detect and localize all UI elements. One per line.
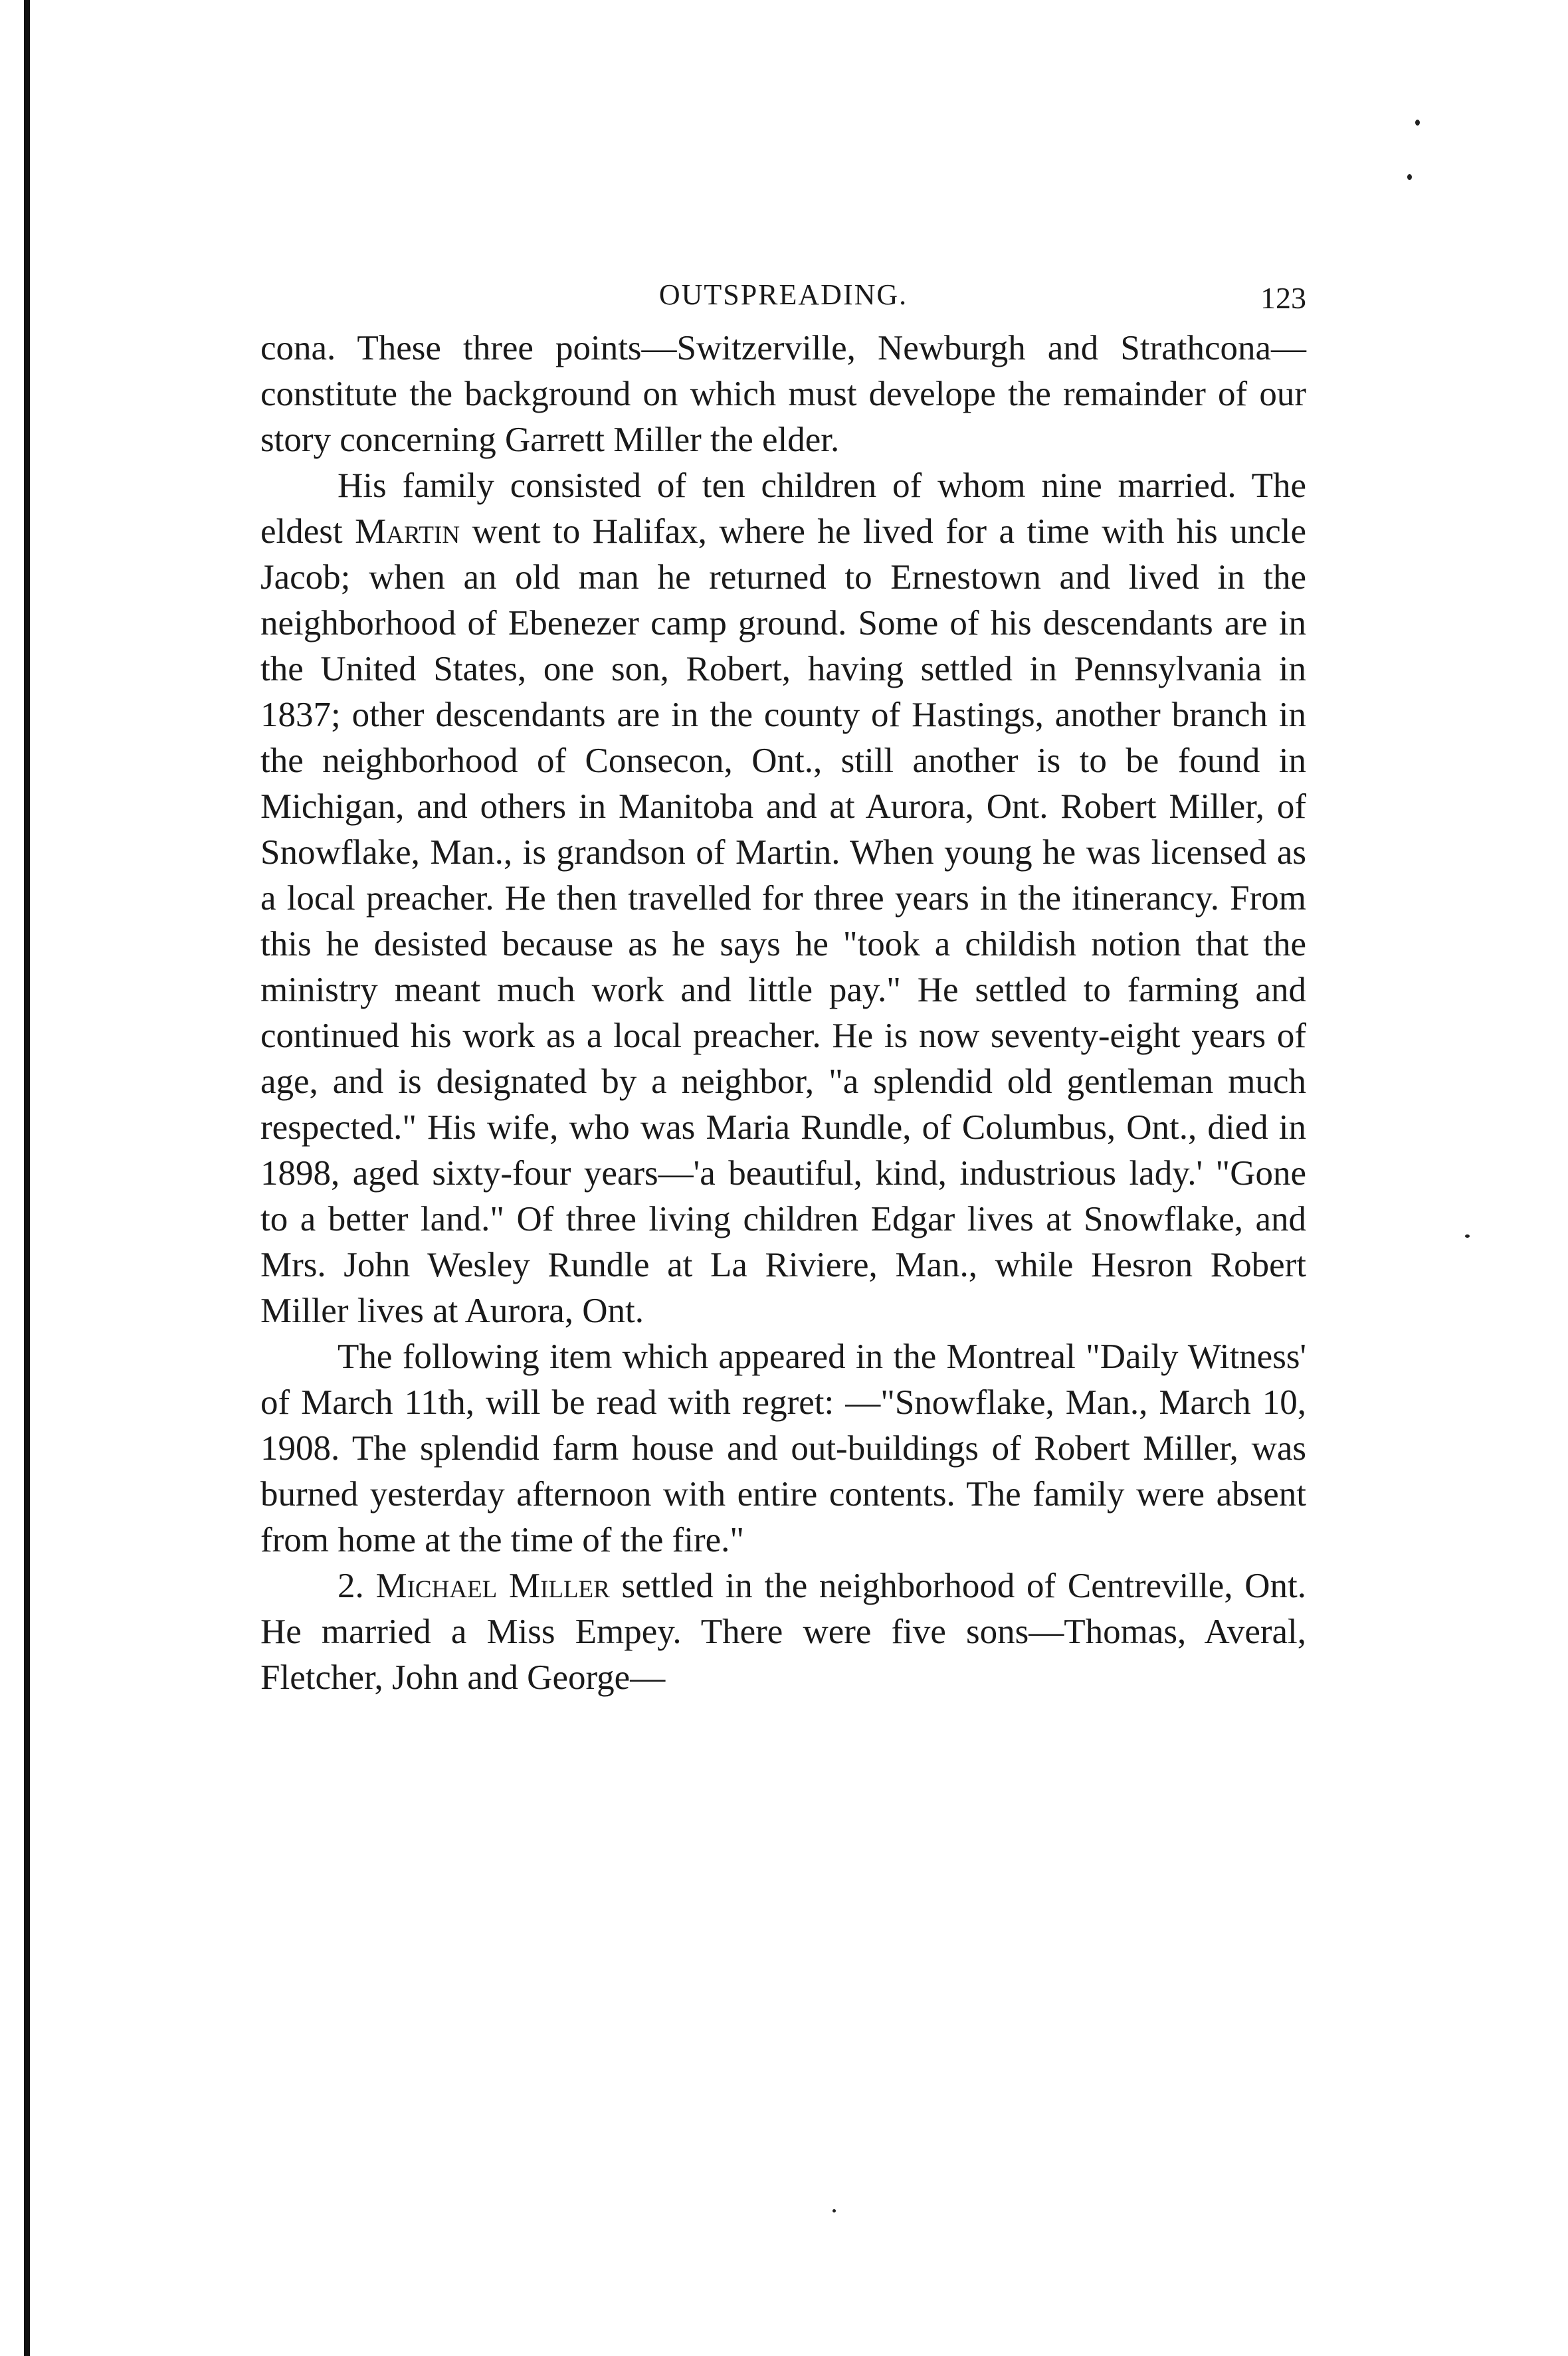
body-text (260, 326, 1306, 1701)
running-head (260, 272, 1306, 326)
paragraph (260, 326, 1306, 463)
paragraph-text: The following item which appeared in the Montreal "Daily Witness' of March 11th, will be read with regret: —"Snowflake, Man., March 10, 1908. The splendid farm house and out-buildings of Robert Miller, was burned yesterday afternoon with entire contents. The family were absent from home at the time of the fire." (260, 1337, 1306, 1559)
paragraph-text: cona. These three points—Switzerville, Newburgh and Strathcona—constitute the background on which must develope the remainder of our story concerning Garrett Miller the elder. (260, 329, 1306, 459)
list-number: 2. (338, 1567, 376, 1605)
scan-speck (1465, 1234, 1470, 1238)
page-binding-edge (24, 0, 30, 2356)
person-name: Michael Miller (375, 1567, 610, 1605)
paragraph-text: settled in the neighborhood of Centreville, Ont. He married a Miss Empey. There were five sons—Thomas, Averal, Fletcher, John and George— (260, 1567, 1307, 1697)
scan-speck (1415, 120, 1420, 126)
paragraph-text: went to Halifax, where he lived for a time with his uncle Jacob; when an old man he returned to Ernestown and lived in the neighborhood of Ebenezer camp ground. Some of his descendants are in the United States, one son, Robert, having settled in Pennsylvania in 1837; other descendants are in the county of Hastings, another branch in the neighborhood of Consecon, Ont., still another is to be found in Michigan, and others in Manitoba and at Aurora, Ont. Robert Miller, of Snowflake, Man., is grandson of Martin. When young he was licensed as a local preacher. He then travelled for three years in the itinerancy. From this he desisted because as he says he "took a childish notion that the ministry meant much work and little pay." He settled to farming and continued his work as a local preacher. He is now seventy-eight years of age, and is designated by a neighbor, "a splendid old gentleman much respected." His wife, who was Maria Rundle, of Columbus, Ont., died in 1898, aged sixty-four years—'a beautiful, kind, industrious lady.' "Gone to a better land." Of three living children Edgar lives at Snowflake, and Mrs. John Wesley Rundle at La Riviere, Man., while Hesron Robert Miller lives at Aurora, Ont. (260, 512, 1307, 1330)
scan-speck (833, 2209, 836, 2212)
paragraph (260, 463, 1306, 1334)
person-name: Martin (355, 512, 460, 551)
page-number: 123 (1260, 281, 1306, 315)
paragraph (260, 1563, 1306, 1701)
scan-speck (1407, 174, 1412, 180)
running-title: OUTSPREADING. (658, 278, 908, 311)
paragraph-text: His family consisted of ten children of whom nine married. The eldest (260, 466, 1306, 551)
paragraph (260, 1334, 1306, 1563)
book-page (260, 272, 1306, 1701)
